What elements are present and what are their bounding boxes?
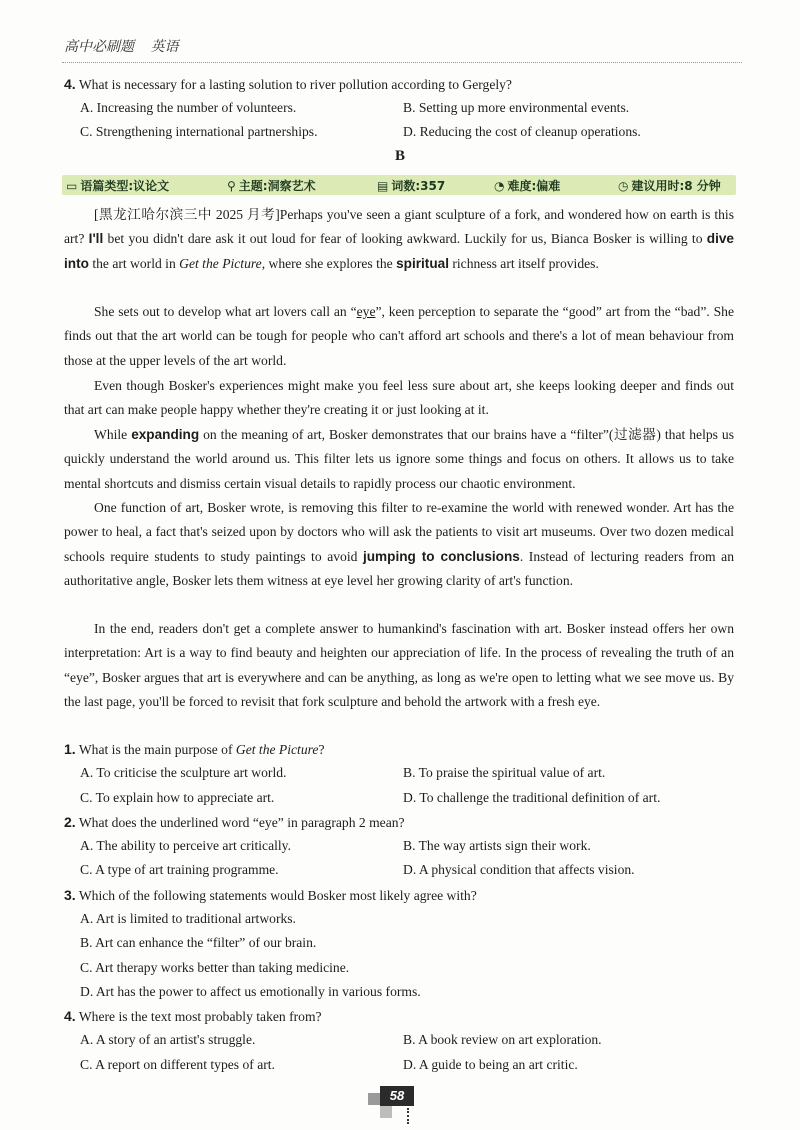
page-dots: [407, 1108, 411, 1124]
prev-question-stem: [64, 76, 744, 93]
info-time: ◷ 建议用时:8 分钟: [618, 179, 721, 193]
passage-info-bar: [62, 175, 736, 195]
paragraph-3: Even though Bosker's experiences might make you feel less sure about art, she keeps looking deeper and finds out that art can make people happy whether they're creating it or just looking at it.: [64, 378, 734, 418]
paragraph-2: She sets out to develop what art lovers call an “eye”, keen perception to separate the “good” art from the “bad”. She finds out that the art world can be tough for people who can't afford art schools and there's a lot of mean behaviour from those at the upper levels of the art world.: [64, 304, 734, 368]
q3-option-a[interactable]: A. Art is limited to traditional artworks.: [80, 911, 296, 926]
question-2-stem: 2. What does the underlined word “eye” in paragraph 2 mean?: [64, 814, 405, 830]
q4-option-c[interactable]: C. A report on different types of art.: [80, 1057, 275, 1072]
q2-option-c[interactable]: C. A type of art training programme.: [80, 862, 279, 877]
book-title: 高中必刷题: [64, 39, 134, 55]
book-icon: ▭: [66, 179, 78, 193]
question-number: 4.: [64, 76, 76, 92]
paragraph-5: One function of art, Bosker wrote, is removing this filter to re-examine the world with renewed wonder. Art has the power to heal, a fact that's seized upon by doctors who will ask the patients to visit art museums. Over two dozen medical schools require students to study paintings to avoid jumping to conclusions. Instead of lecturing readers from an authoritative angle, Bosker lets them witness at eye level her growing clarity of art's function.: [64, 500, 734, 588]
question-text: What is necessary for a lasting solution to river pollution according to Gergely?: [78, 77, 512, 92]
magnifier-icon: ⚲: [227, 179, 236, 193]
question-3-stem: 3. Which of the following statements would Bosker most likely agree with?: [64, 887, 477, 903]
info-words: ▤ 词数:357: [377, 179, 446, 193]
info-theme: ⚲ 主题:洞察艺术: [227, 179, 316, 193]
header-divider: [62, 62, 742, 63]
info-type: ▭ 语篇类型:议论文: [66, 179, 170, 193]
gauge-icon: ◔: [494, 179, 505, 193]
source-tag: [黑龙江哈尔滨三中 2025 月考]: [94, 207, 280, 222]
q1-option-d[interactable]: D. To challenge the traditional definition of art.: [403, 790, 661, 805]
q4-option-b[interactable]: B. A book review on art exploration.: [403, 1032, 602, 1047]
q1-option-b[interactable]: B. To praise the spiritual value of art.: [403, 765, 606, 780]
info-difficulty: ◔ 难度:偏难: [494, 179, 561, 193]
q3-option-d[interactable]: D. Art has the power to affect us emotionally in various forms.: [80, 984, 421, 999]
running-header: [64, 36, 190, 56]
q1-option-c[interactable]: C. To explain how to appreciate art.: [80, 790, 275, 805]
prev-option-c[interactable]: C. Strengthening international partnerships.: [80, 124, 318, 139]
q4-option-a[interactable]: A. A story of an artist's struggle.: [80, 1032, 256, 1047]
section-letter: B: [394, 148, 405, 164]
question-1-stem: 1. What is the main purpose of Get the Picture?: [64, 741, 325, 757]
q1-option-a[interactable]: A. To criticise the sculpture art world.: [80, 765, 287, 780]
page-decoration-lower: [380, 1106, 392, 1118]
q3-option-c[interactable]: C. Art therapy works better than taking medicine.: [80, 960, 350, 975]
q3-option-b[interactable]: B. Art can enhance the “filter” of our brain.: [80, 935, 317, 950]
prev-option-b[interactable]: B. Setting up more environmental events.: [403, 100, 630, 115]
subject-label: 英语: [150, 39, 179, 55]
q2-option-b[interactable]: B. The way artists sign their work.: [403, 838, 591, 853]
q2-option-d[interactable]: D. A physical condition that affects vision.: [403, 862, 635, 877]
paragraph-1: [黑龙江哈尔滨三中 2025 月考]Perhaps you've seen a giant sculpture of a fork, and wondered how on earth is this art? I'll bet you didn't dare ask it out loud for fear of looking awkward. Luckily for us, Bianca Bosker is willing to dive into the art world in Get the Picture, where she explores the spiritual richness art itself provides.: [64, 207, 734, 271]
clock-icon: ◷: [618, 179, 629, 193]
prev-option-d[interactable]: D. Reducing the cost of cleanup operations.: [403, 124, 641, 139]
paragraph-6: In the end, readers don't get a complete answer to humankind's fascination with art. Bosker instead offers her own interpretation: Art is a way to find beauty and heighten our appreciation of life. In the process of revealing the truth of an “eye”, Bosker argues that art is everywhere and can be anything, as long as we're open to letting what we see move us. By the last page, you'll be forced to revisit that fork sculpture and behold the artwork with a fresh eye.: [64, 621, 734, 709]
book-title-italic: Get the Picture: [179, 255, 262, 271]
q2-option-a[interactable]: A. The ability to perceive art critically.: [80, 838, 291, 853]
prev-option-a[interactable]: A. Increasing the number of volunteers.: [80, 100, 297, 115]
paragraph-4: While expanding on the meaning of art, Bosker demonstrates that our brains have a “filter”(过滤器) that helps us quickly understand the world around us. This filter lets us ignore some things and focus on others. It allows us to take mental shortcuts and dismiss certain visual details to rapidly process our chaotic environment.: [64, 427, 734, 491]
page-decoration: [368, 1093, 380, 1105]
q4-option-d[interactable]: D. A guide to being an art critic.: [403, 1057, 578, 1072]
underlined-eye: eye: [356, 304, 376, 319]
question-4-stem: 4. Where is the text most probably taken from?: [64, 1008, 322, 1024]
document-icon: ▤: [377, 179, 389, 193]
page-number: 58: [380, 1086, 414, 1106]
